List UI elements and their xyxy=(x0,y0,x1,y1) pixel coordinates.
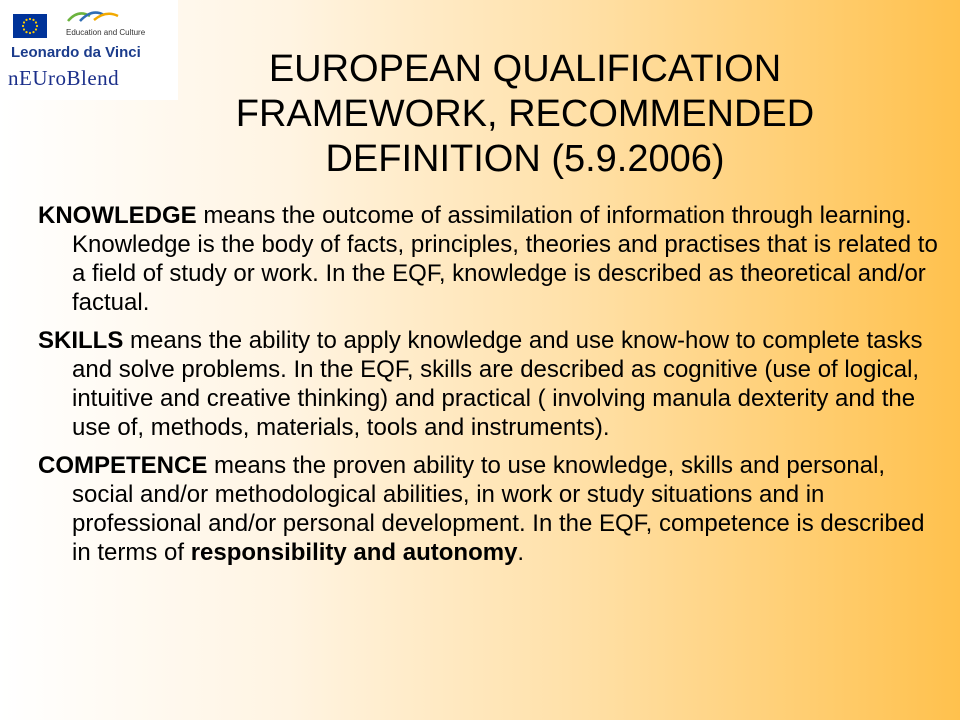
definition-term: COMPETENCE xyxy=(38,452,208,479)
knowledge-definition xyxy=(38,201,943,317)
definition-end: . xyxy=(517,539,525,566)
title-line: FRAMEWORK, RECOMMENDED xyxy=(235,93,815,135)
definitions-body xyxy=(38,201,943,576)
education-culture-text: Education and Culture xyxy=(66,28,146,37)
definition-text: means the proven ability to use knowledge, skills and personal, social and/or methodological abilities, in work or study situations and in professional and/or personal development. In the EQF, competence is described in terms of xyxy=(72,452,925,566)
definition-term: SKILLS xyxy=(38,327,124,354)
education-culture-logo-icon xyxy=(64,6,124,26)
eu-flag-icon xyxy=(13,14,47,38)
page-title xyxy=(180,47,870,182)
title-line: DEFINITION (5.9.2006) xyxy=(325,138,725,180)
competence-definition xyxy=(38,451,943,567)
project-name: nEUroBlend xyxy=(8,66,120,90)
definition-text: means the outcome of assimilation of information through learning. Knowledge is the body of facts, principles, theories and practises that is related to a field of study or work. In the EQF, knowledge is described as theoretical and/or factual. xyxy=(72,202,938,316)
logo-block xyxy=(0,0,178,100)
skills-definition xyxy=(38,326,943,442)
definition-term: KNOWLEDGE xyxy=(38,202,197,229)
definition-text: means the ability to apply knowledge and use know-how to complete tasks and solve problems. In the EQF, skills are described as cognitive (use of logical, intuitive and creative thinking) and practical ( involving manula dexterity and the use of, methods, materials, tools and instruments). xyxy=(72,327,923,441)
definition-emphasis: responsibility and autonomy xyxy=(190,539,518,566)
program-name: Leonardo da Vinci xyxy=(11,44,141,61)
title-line: EUROPEAN QUALIFICATION xyxy=(268,48,782,90)
